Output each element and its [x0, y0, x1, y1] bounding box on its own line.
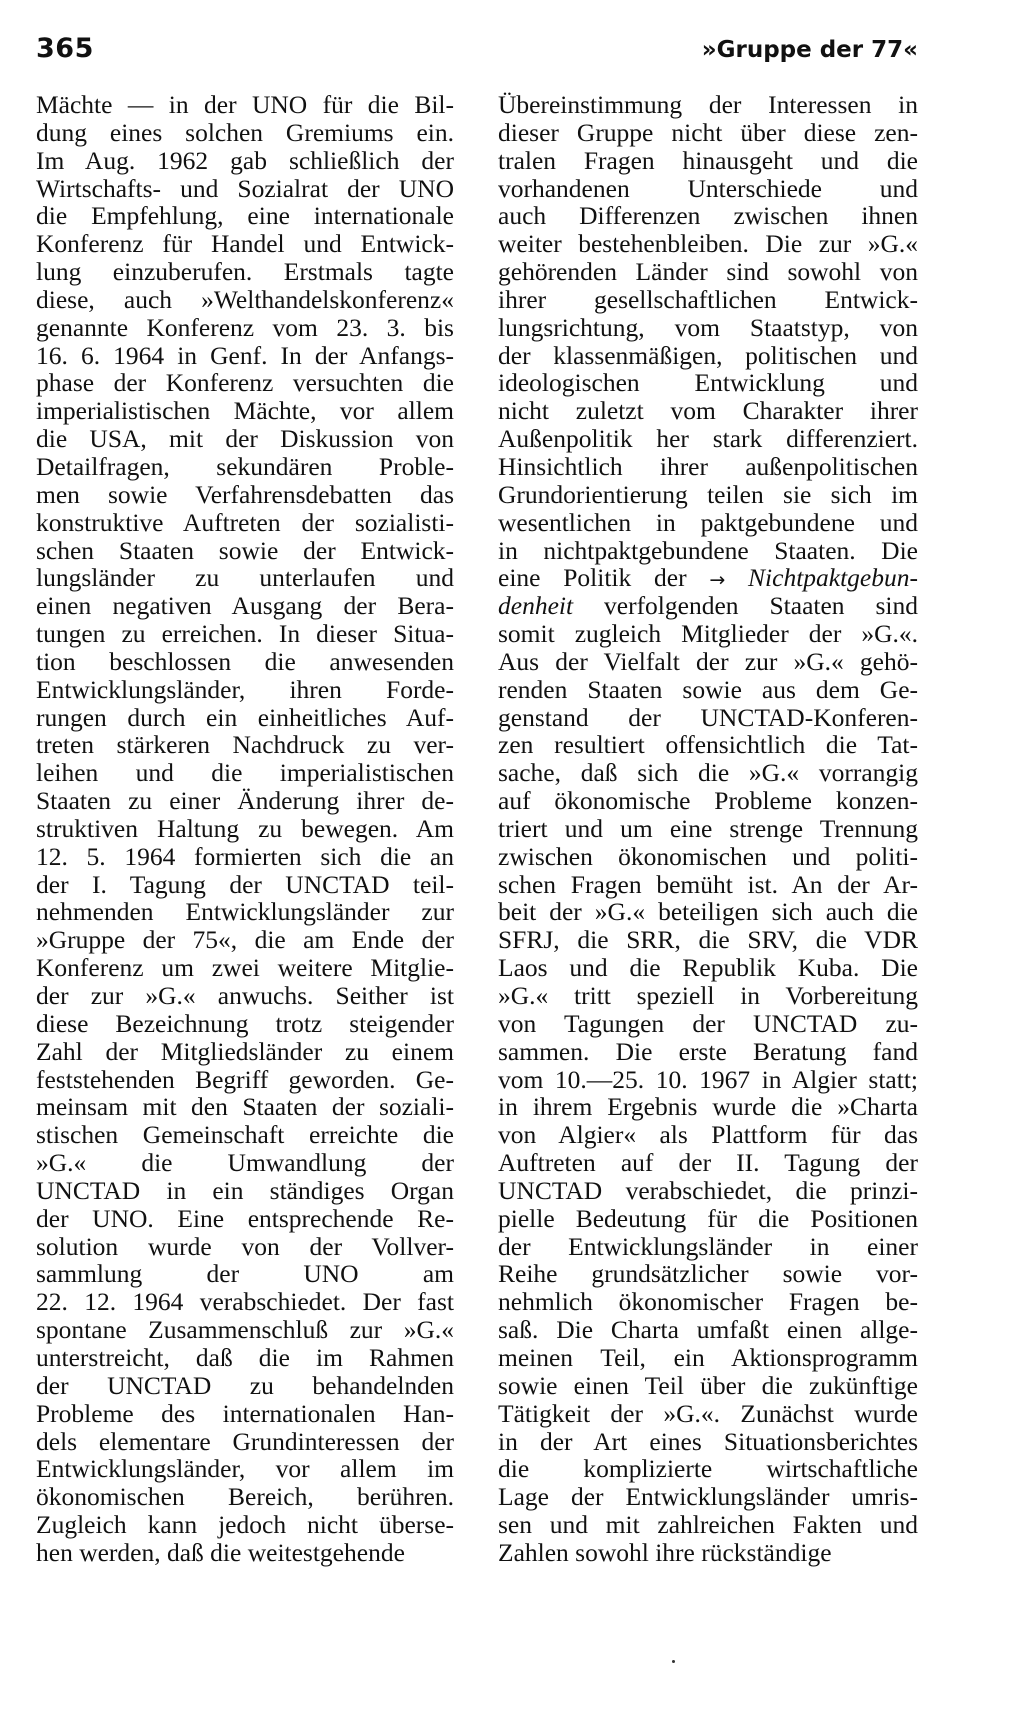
page-number: 365	[36, 33, 94, 64]
text-line: die Empfehlung, eine internationale	[36, 201, 454, 231]
text-line: in der Art eines Situationsberichtes	[498, 1426, 918, 1456]
text-line: Zugleich kann jedoch nicht überse-	[36, 1510, 454, 1540]
text-line: ihrer gesellschaftlichen Entwick-	[498, 284, 918, 314]
text-line: die komplizierte wirtschaftliche	[498, 1454, 918, 1484]
text-line: auch Differenzen zwischen ihnen	[498, 201, 918, 231]
text-line: Konferenz für Handel und Entwick-	[36, 229, 454, 259]
text-line: nehmlich ökonomischer Fragen be-	[498, 1287, 918, 1317]
text-line: von Algier« als Plattform für das	[498, 1120, 918, 1150]
text-line: zwischen ökonomischen und politi-	[498, 841, 918, 871]
text-line: phase der Konferenz versuchten die	[36, 368, 454, 398]
text-line: pielle Bedeutung für die Positionen	[498, 1203, 918, 1233]
text-line: solution wurde von der Vollver-	[36, 1231, 454, 1261]
text-line: Tätigkeit der »G.«. Zunächst wurde	[498, 1398, 918, 1428]
text-line: Hinsichtlich ihrer außenpolitischen	[498, 451, 918, 481]
text-line: imperialistischen Mächte, vor allem	[36, 396, 454, 426]
text-line: Auftreten auf der II. Tagung der	[498, 1148, 918, 1178]
text-line: treten stärkeren Nachdruck zu ver-	[36, 730, 454, 760]
text-line: renden Staaten sowie aus dem Ge-	[498, 674, 918, 704]
text-line: diese, auch »Welthandelskonferenz«	[36, 284, 454, 314]
text-line: sache, daß sich die »G.« vorrangig	[498, 758, 918, 788]
text-line: in ihrem Ergebnis wurde die »Charta	[498, 1092, 918, 1122]
text-line: in nichtpaktgebundene Staaten. Die	[498, 535, 918, 565]
right-column	[498, 91, 918, 1567]
text-line: nicht zuletzt vom Charakter ihrer	[498, 396, 918, 426]
cross-reference-term[interactable]: Nichtpaktgebun-	[725, 563, 918, 593]
text-line: Staaten zu einer Änderung ihrer de-	[36, 786, 454, 816]
text-line: meinsam mit den Staaten der soziali-	[36, 1092, 454, 1122]
text-line: Reihe grundsätzlicher sowie vor-	[498, 1259, 918, 1289]
text-line: rungen durch ein einheitliches Auf-	[36, 702, 454, 732]
text-line: Im Aug. 1962 gab schließlich der	[36, 145, 454, 175]
line-text: verfolgenden Staaten sind	[573, 591, 918, 621]
text-line: UNCTAD in ein ständiges Organ	[36, 1175, 454, 1205]
text-line: Mächte — in der UNO für die Bil-	[36, 90, 454, 119]
text-line: der Entwicklungsländer in einer	[498, 1231, 918, 1261]
text-line: vorhandenen Unterschiede und	[498, 173, 918, 203]
text-line: Übereinstimmung der Interessen in	[498, 90, 918, 119]
text-line: gehörenden Länder sind sowohl von	[498, 257, 918, 287]
text-line	[498, 564, 918, 592]
text-line: der UNCTAD zu behandelnden	[36, 1370, 454, 1400]
text-line: beit der »G.« beteiligen sich auch die	[498, 897, 918, 927]
text-line: sowie einen Teil über die zukünftige	[498, 1370, 918, 1400]
text-line: sammen. Die erste Beratung fand	[498, 1036, 918, 1066]
text-line: Konferenz um zwei weitere Mitglie-	[36, 953, 454, 983]
text-line: Lage der Entwicklungsländer umris-	[498, 1482, 918, 1512]
text-line: 12. 5. 1964 formierten sich die an	[36, 841, 454, 871]
text-line: meinen Teil, ein Aktionsprogramm	[498, 1342, 918, 1372]
text-line: Detailfragen, sekundären Proble-	[36, 451, 454, 481]
text-line: von Tagungen der UNCTAD zu-	[498, 1008, 918, 1038]
text-line: genstand der UNCTAD-Konferen-	[498, 702, 918, 732]
text-line: wesentlichen in paktgebundene und	[498, 507, 918, 537]
text-line: dieser Gruppe nicht über diese zen-	[498, 117, 918, 147]
line-text: eine Politik der	[498, 563, 710, 593]
text-line: ideologischen Entwicklung und	[498, 368, 918, 398]
text-line: einen negativen Ausgang der Bera-	[36, 591, 454, 621]
text-line: Entwicklungsländer, ihren Forde-	[36, 674, 454, 704]
text-line: Zahlen sowohl ihre rückständige	[498, 1537, 832, 1567]
text-line: Probleme des internationalen Han-	[36, 1398, 454, 1428]
text-line: Entwicklungsländer, vor allem im	[36, 1454, 454, 1484]
text-line: Zahl der Mitgliedsländer zu einem	[36, 1036, 454, 1066]
text-line: 22. 12. 1964 verabschiedet. Der fast	[36, 1287, 454, 1317]
text-line: somit zugleich Mitglieder der »G.«.	[498, 619, 918, 649]
cross-reference-arrow-icon: →	[709, 569, 726, 592]
text-line: lungsländer zu unterlaufen und	[36, 563, 454, 593]
text-line: genannte Konferenz vom 23. 3. bis	[36, 312, 454, 342]
text-line: nehmenden Entwicklungsländer zur	[36, 897, 454, 927]
left-column	[36, 91, 454, 1567]
text-line: Wirtschafts- und Sozialrat der UNO	[36, 173, 454, 203]
running-head: »Gruppe der 77«	[701, 37, 918, 63]
text-line: der klassenmäßigen, politischen und	[498, 340, 918, 370]
print-speck	[672, 1660, 675, 1663]
text-line: men sowie Verfahrensdebatten das	[36, 479, 454, 509]
text-line: »G.« die Umwandlung der	[36, 1148, 454, 1178]
text-line: saß. Die Charta umfaßt einen allge-	[498, 1315, 918, 1345]
text-line: schen Fragen bemüht ist. An der Ar-	[498, 869, 918, 899]
text-line: vom 10.—25. 10. 1967 in Algier statt;	[498, 1064, 918, 1094]
text-line	[498, 592, 918, 620]
text-line: Laos und die Republik Kuba. Die	[498, 953, 918, 983]
text-line: tralen Fragen hinausgeht und die	[498, 145, 918, 175]
text-line: stischen Gemeinschaft erreichte die	[36, 1120, 454, 1150]
text-line: ökonomischen Bereich, berühren.	[36, 1482, 454, 1512]
text-line: sen und mit zahlreichen Fakten und	[498, 1510, 918, 1540]
text-line: tungen zu erreichen. In dieser Situa-	[36, 619, 454, 649]
text-line: dels elementare Grundinteressen der	[36, 1426, 454, 1456]
text-line: schen Staaten sowie der Entwick-	[36, 535, 454, 565]
text-line: auf ökonomische Probleme konzen-	[498, 786, 918, 816]
text-line: struktiven Haltung zu bewegen. Am	[36, 813, 454, 843]
text-line: weiter bestehenbleiben. Die zur »G.«	[498, 229, 918, 259]
text-line: der UNO. Eine entsprechende Re-	[36, 1203, 454, 1233]
text-line: der zur »G.« anwuchs. Seither ist	[36, 981, 454, 1010]
text-line: hen werden, daß die weitestgehende	[36, 1537, 405, 1567]
text-line: feststehenden Begriff geworden. Ge-	[36, 1064, 454, 1094]
text-line: die USA, mit der Diskussion von	[36, 424, 454, 454]
cross-reference-term[interactable]: denheit	[498, 591, 574, 621]
text-line: SFRJ, die SRR, die SRV, die VDR	[498, 925, 918, 955]
text-line: lung einzuberufen. Erstmals tagte	[36, 257, 454, 287]
text-line: lungsrichtung, vom Staatstyp, von	[498, 312, 918, 342]
text-line: der I. Tagung der UNCTAD teil-	[36, 869, 454, 899]
text-line: konstruktive Auftreten der sozialisti-	[36, 507, 454, 537]
text-line: Grundorientierung teilen sie sich im	[498, 479, 918, 509]
text-line: zen resultiert offensichtlich die Tat-	[498, 730, 918, 760]
text-line: spontane Zusammenschluß zur »G.«	[36, 1315, 454, 1345]
text-line: tion beschlossen die anwesenden	[36, 646, 454, 676]
text-line: Außenpolitik her stark differenziert.	[498, 424, 918, 454]
text-line: »G.« tritt speziell in Vorbereitung	[498, 981, 918, 1010]
text-line: triert und um eine strenge Trennung	[498, 813, 918, 843]
text-line: sammlung der UNO am	[36, 1259, 454, 1289]
text-line: diese Bezeichnung trotz steigender	[36, 1008, 454, 1038]
text-line: »Gruppe der 75«, die am Ende der	[36, 925, 454, 955]
text-line: unterstreicht, daß die im Rahmen	[36, 1342, 454, 1372]
text-line: Aus der Vielfalt der zur »G.« gehö-	[498, 646, 918, 676]
text-line: 16. 6. 1964 in Genf. In der Anfangs-	[36, 340, 454, 370]
text-line: UNCTAD verabschiedet, die prinzi-	[498, 1175, 918, 1205]
text-line: leihen und die imperialistischen	[36, 758, 454, 788]
text-line: dung eines solchen Gremiums ein.	[36, 117, 454, 147]
